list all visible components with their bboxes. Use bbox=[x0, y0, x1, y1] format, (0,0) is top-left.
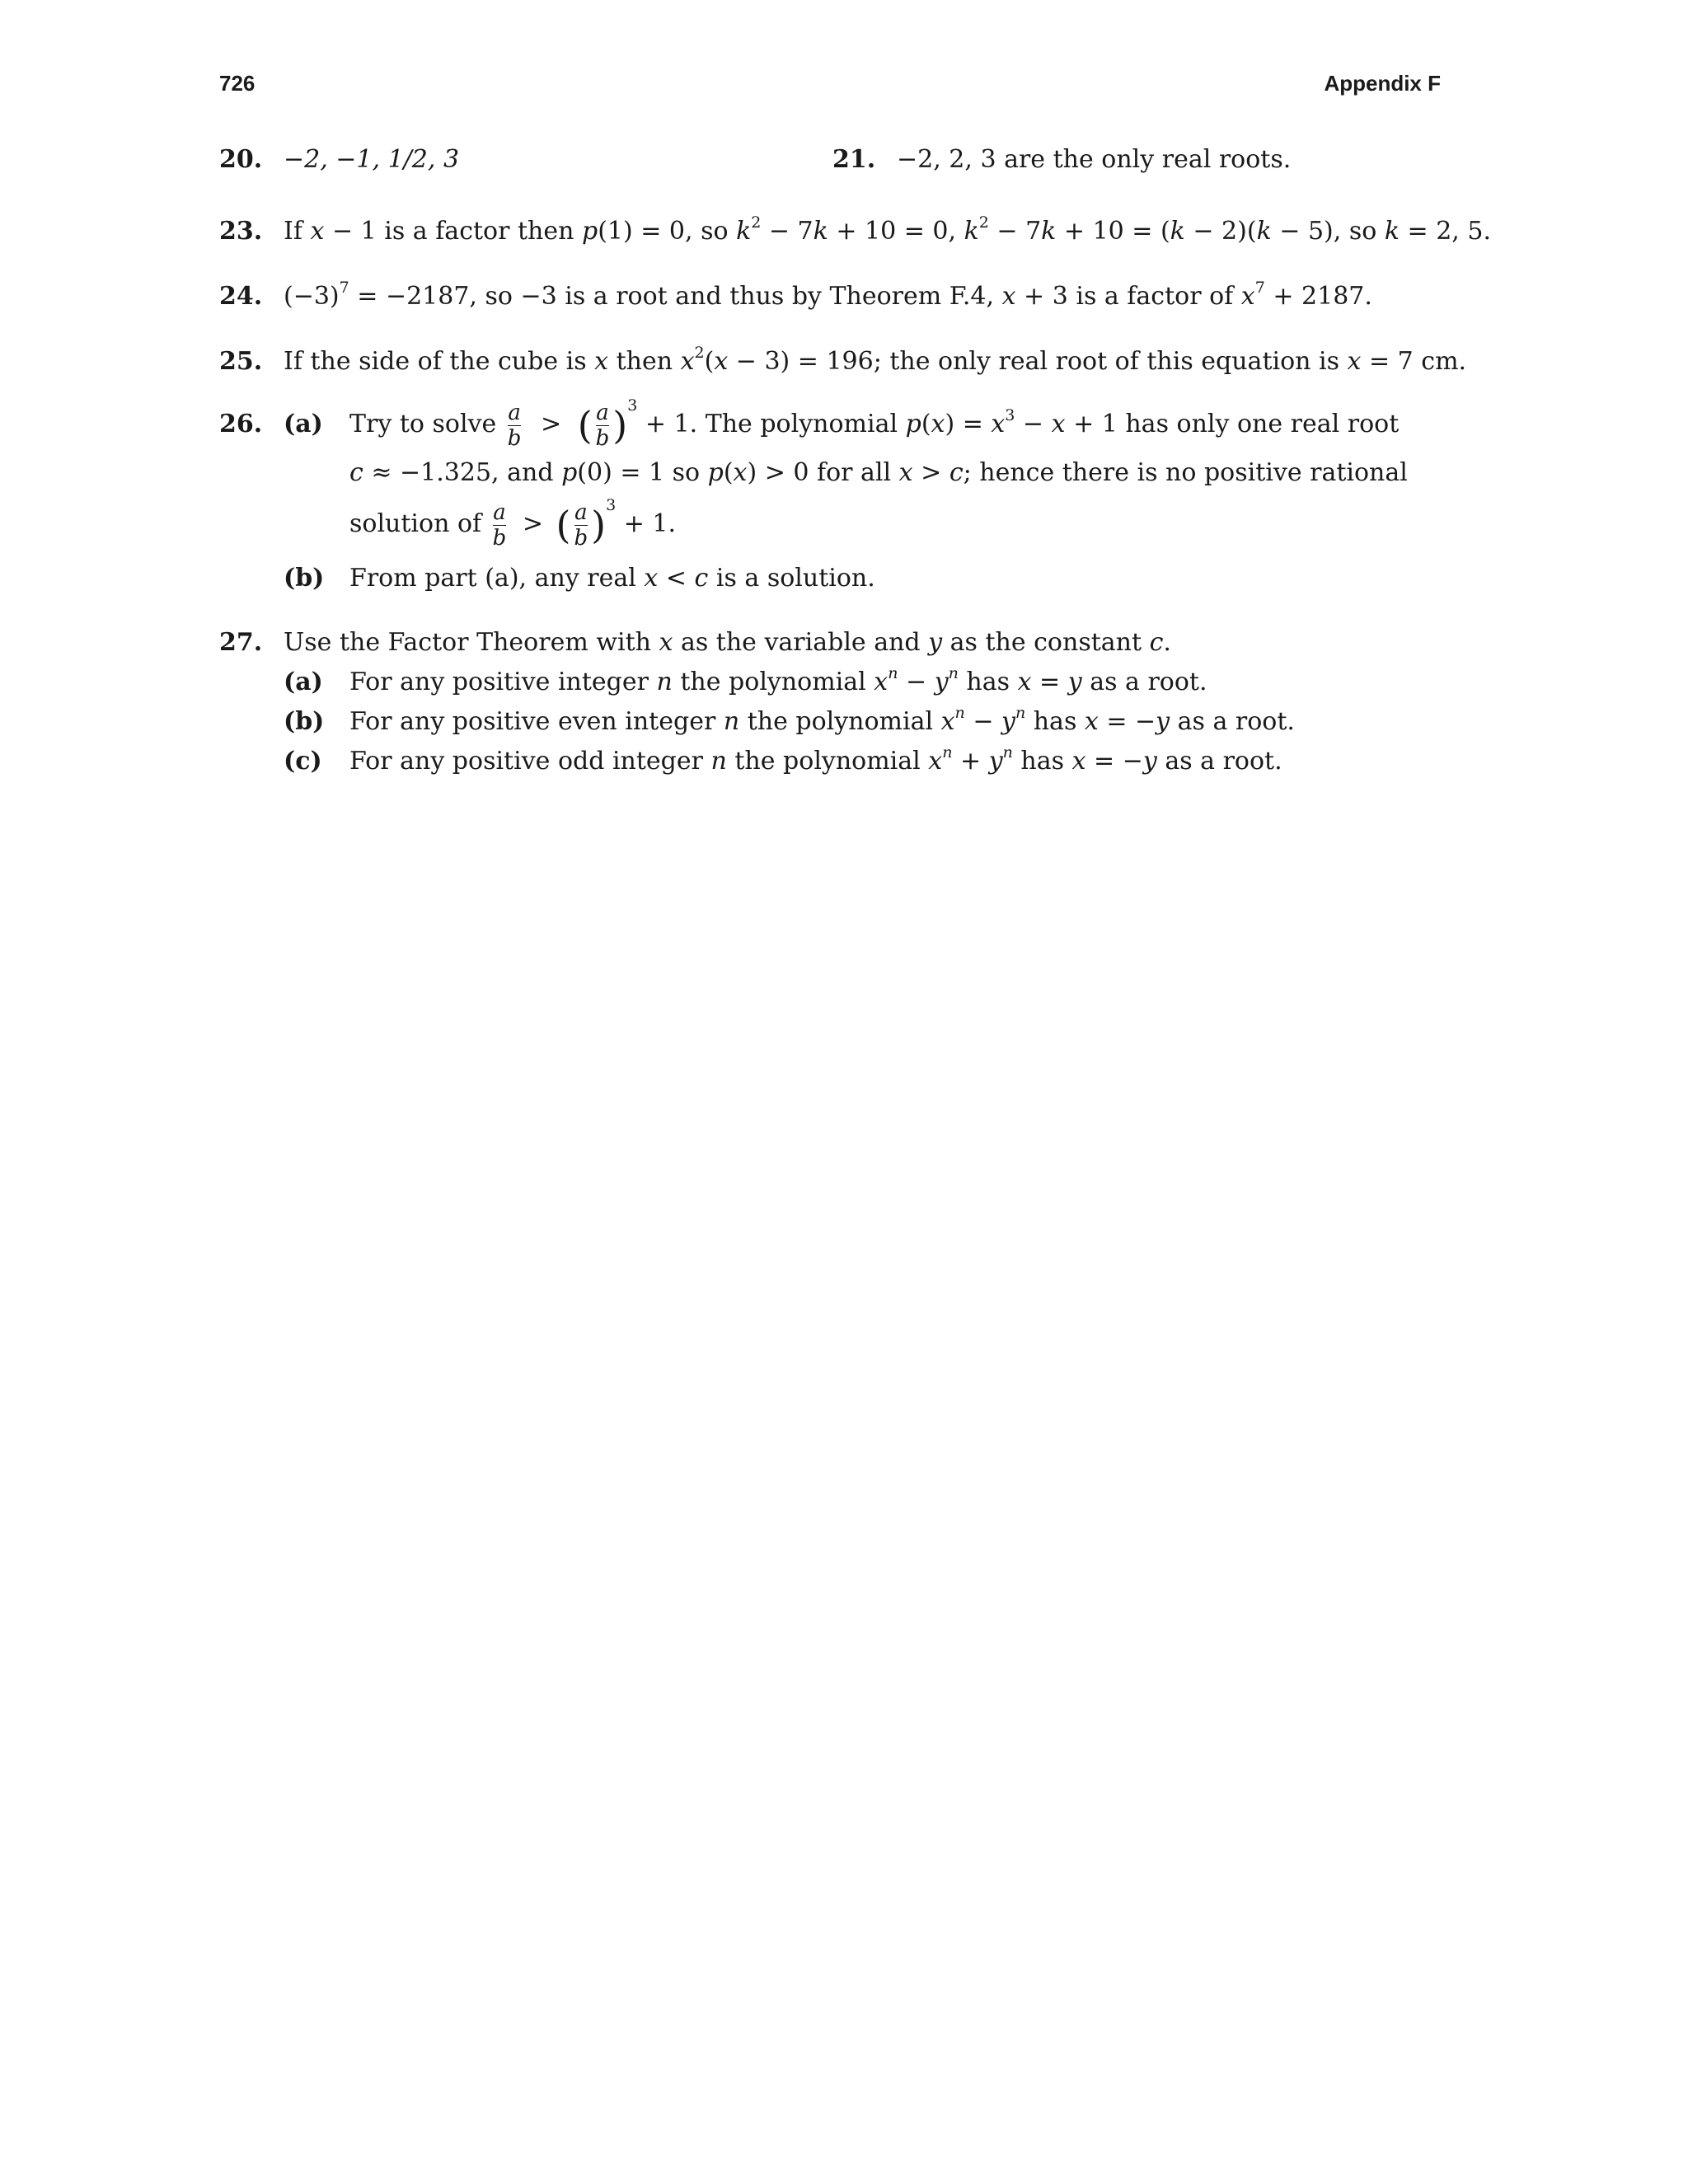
answer-25: 25. If the side of the cube is x then $x^2(x - 3) = 196$; the only real root of this equation is x = 7 cm. bbox=[219, 344, 1467, 376]
answer-24: 24. $(-3)^7 = -2187$, so −3 is a root and thus by Theorem F.4, x + 3 is a factor of $x^7 + 2187$. bbox=[219, 279, 1372, 311]
fraction-a-over-b: $\frac{a}{b}$ bbox=[492, 499, 507, 551]
answer-20-text: −2, −1, 1/2, 3 bbox=[284, 145, 460, 174]
answer-26a-line-1: 26. (a) Try to solve $\frac{a}{b}$ > ( $\frac{a}{b}$ )$^3$ + 1. The polynomial $p(x) = x^3 - x + 1$ has only one real root bbox=[219, 396, 1441, 453]
answer-23: 23. If x − 1 is a factor then p(1) = 0, so $k^2 - 7k + 10 = 0$, $k^2 - 7k + 10 = (k - 2)(k - 5)$, so k = 2, 5. bbox=[219, 213, 1492, 246]
page-header bbox=[219, 71, 1441, 104]
part-a-label: (a) bbox=[284, 410, 323, 438]
answer-26a-line-2: c ≈ −1.325, and p(0) = 1 so p(x) > 0 for all x > c; hence there is no positive rational bbox=[349, 458, 1408, 487]
section-title: Appendix F bbox=[1324, 71, 1441, 96]
answer-20: 20. −2, −1, 1/2, 3 bbox=[219, 145, 460, 174]
page-number: 726 bbox=[219, 71, 256, 96]
answer-27c: (c) For any positive odd integer n the polynomial $x^n + y^n$ has x = −y as a root. bbox=[284, 743, 1282, 776]
answer-26 bbox=[219, 396, 1441, 598]
answer-27 bbox=[219, 623, 1441, 781]
answer-row-20-21 bbox=[219, 140, 1441, 180]
fraction-a-over-b: $\frac{a}{b}$ bbox=[595, 400, 610, 451]
answer-27-intro: 27. Use the Factor Theorem with x as the variable and y as the constant c. bbox=[219, 628, 1171, 657]
answer-26b: (b) From part (a), any real x < c is a solution. bbox=[219, 559, 1441, 598]
answer-list bbox=[219, 140, 1492, 776]
answer-27b: (b) For any positive even integer n the polynomial $x^n - y^n$ has x = −y as a root. bbox=[284, 704, 1295, 736]
answer-21-text: −2, 2, 3 are the only real roots. bbox=[897, 145, 1292, 174]
answer-21: 21. −2, 2, 3 are the only real roots. bbox=[832, 145, 1292, 174]
answer-26a-line-3: solution of $\frac{a}{b}$ > ( $\frac{a}{b}$ )$^3$ + 1. bbox=[349, 496, 677, 551]
fraction-a-over-b: $\frac{a}{b}$ bbox=[507, 400, 522, 451]
part-b-label: (b) bbox=[284, 564, 325, 593]
answer-27a: (a) For any positive integer n the polynomial $x^n - y^n$ has x = y as a root. bbox=[284, 664, 1207, 696]
fraction-a-over-b: $\frac{a}{b}$ bbox=[574, 499, 588, 551]
